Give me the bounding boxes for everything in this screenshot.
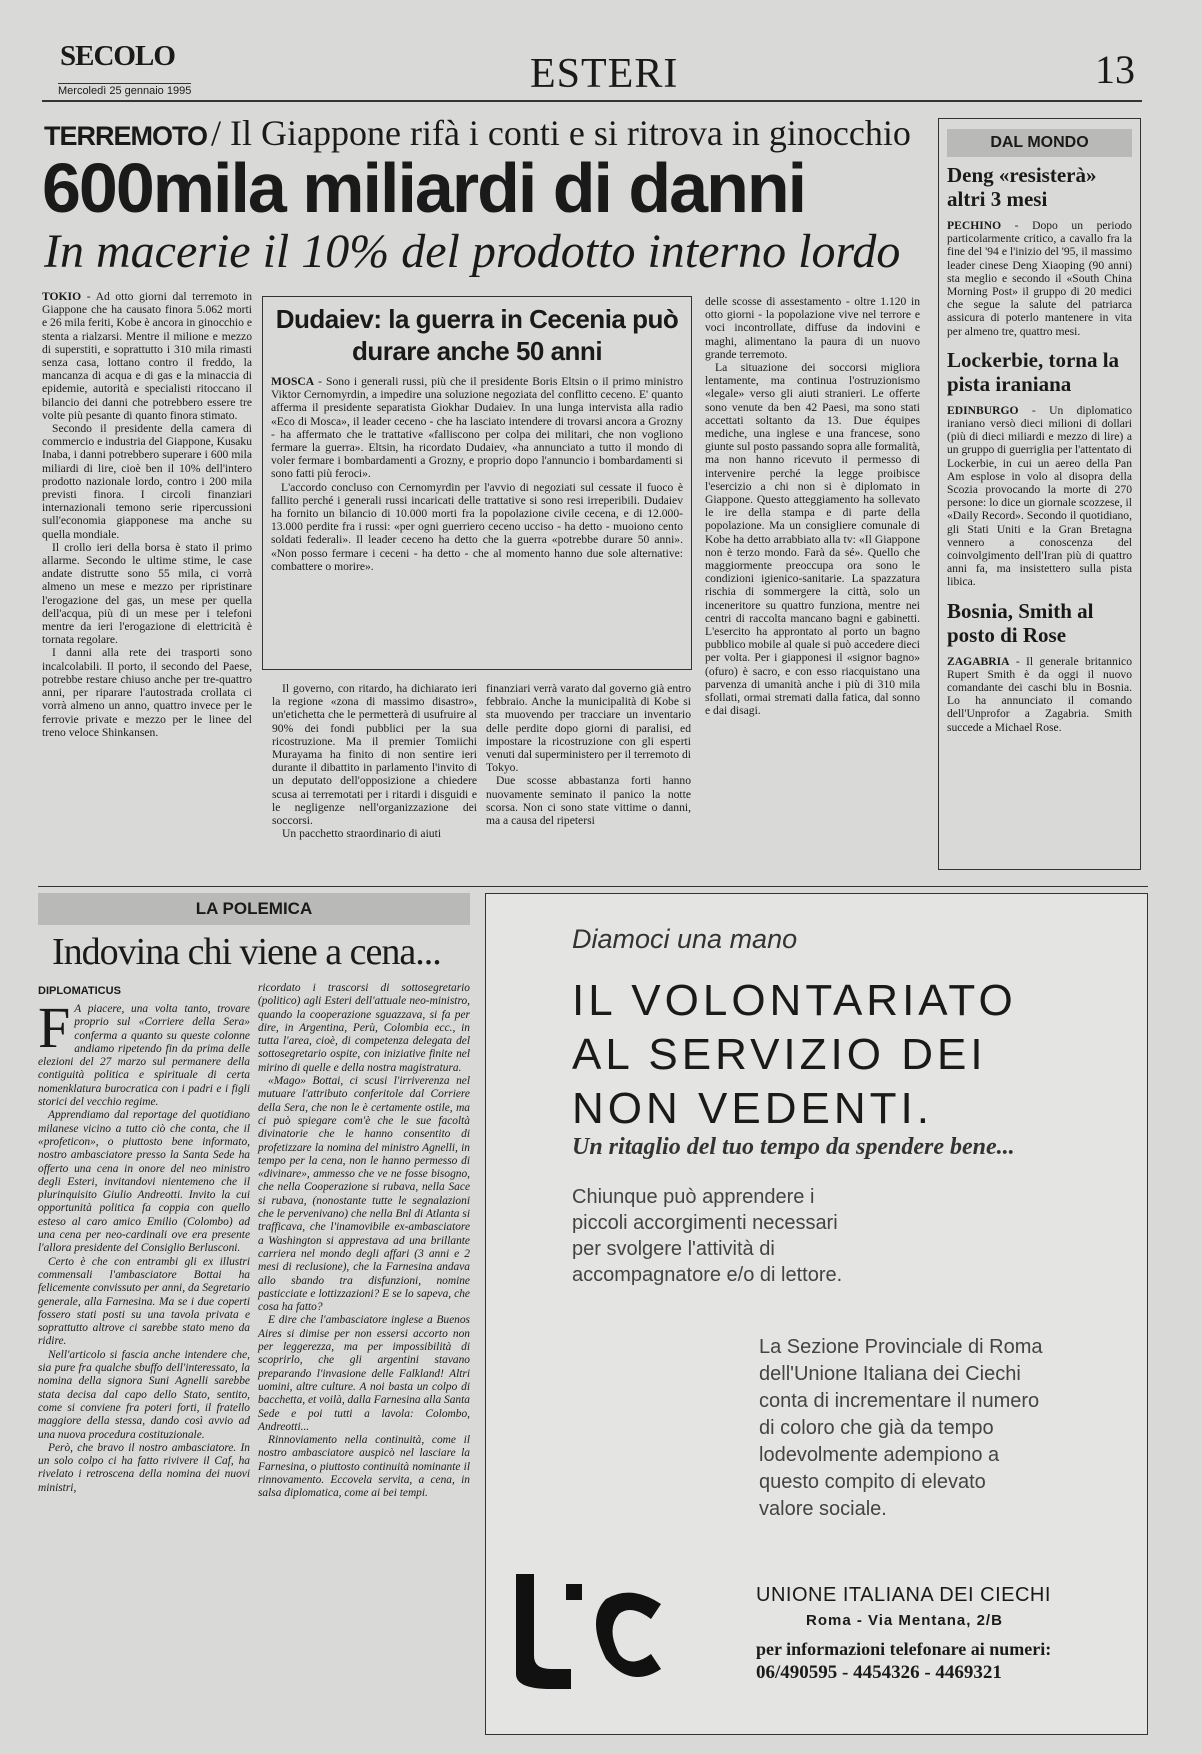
dateline: ZAGABRIA [947,654,1010,668]
paragraph: ricordato i trascorsi di sottosegretario (politico) agli Esteri dell'attuale neo-ministro, quando la cooperazione sguazzava, si fa per dire, in Argentina, Perù, Colombia ecc., in tutta l'area, cioè, di competenza delegata del sottosegretario ospite, con iniziative finite nel mirino di quelle e della nostra magistratura. [258,982,470,1074]
ad-body-line: dell'Unione Italiana dei Ciechi [759,1363,1021,1385]
main-headline: 600mila miliardi di danni [42,149,806,227]
polemica-byline: DIPLOMATICUS [38,985,121,997]
paragraph: Due scosse abbastanza forti hanno nuovamente seminato il panico la notte scorsa. Non ci sono state vittime o danni, ma a causa del ripetersi [486,774,691,828]
dropcap: F [38,995,71,1060]
polemica-column-2 [258,982,470,1501]
ad-body-line: La Sezione Provinciale di Roma [759,1336,1043,1358]
dateline: TOKIO [42,290,82,303]
ad-body-line: accompagnatore e/o di lettore. [572,1264,843,1286]
dateline: PECHINO [947,219,1002,232]
ad-phone-label: per informazioni telefonare ai numeri: [756,1639,1052,1659]
paragraph: La situazione dei soccorsi migliora lentamente, ma continua l'ostruzionismo «legale» verso gli aiuti stranieri. Le offerte sono venute da ben 42 Paesi, ma sono stati accettati soltanto da 13. Due équipes mediche, una inglese e una francese, sono giunte sul posto passando sopra alle formalità, ma non hanno ricevuto il permesso di intervenire perché la legge proibisce l'esercizio a chi non si è diplomato in Giappone. Questo atteggiamento ha sollevato le ire della stampa e di parte della popolazione. Ma un consigliere comunale di Kobe ha detto arrabbiato alla tv: «Il Giappone non è terzo mondo. Farà da sé». Quello che maggiormente preoccupa ora sono le condizioni igienico-sanitarie. La spazzatura rischia di sommergere la città, solo un inceneritore su quattro funziona, mentre nei centri di raccolta mancano bagni e gabinetti. L'esercito ha approntato al porto un bagno pubblico mobile al quale si può accedere dieci per volta. Per i giapponesi il «signor bagno» (ofuro) è sacro, e con esso riacquistano una parvenza di umanità anche i più di 310 mila sfollati, ormai stremati dalla fatica, dal sonno e dai disagi. [705,361,920,718]
paragraph: delle scosse di assestamento - oltre 1.120 in otto giorni - la popolazione vive nel terrore e voci incontrollate, diffuse da indovini e maghi, alimentano la paura di un nuovo grande terremoto. [705,295,920,361]
ad-headline-line: IL VOLONTARIATO [572,976,1017,1025]
lead-column-1 [42,290,252,739]
lead-column-4 [705,295,920,718]
ad-body-line: questo compito di elevato [759,1471,986,1493]
paragraph: Nell'articolo si fascia anche intendere che, sia pure fra qualche sbuffo dell'interessato, la nomina della signora Suni Agnelli sarebbe stata decisa dal capo dello Stato, sentito, come si conviene fra poteri forti, il fratello maggiore della stessa, dando così avvio ad una nuova procedura costituzionale. [38,1348,250,1441]
paragraph: - Ad otto giorni dal terremoto in Giappone che ha causato finora 5.062 morti e 26 mila feriti, Kobe è ancora in ginocchio e stenta a rialzarsi. Mentre il milione e mezzo di superstiti, e soprattutto i 310 mila rimasti senza casa, lottano contro il freddo, la mancanza di acqua e di gas e la minaccia di epidemie, autorità e specialisti ritoccano il bilancio dei danni che potrebbero essere tre volte più pesante di quanto finora stimato. [42,290,252,422]
kicker-title: / Il Giappone rifà i conti e si ritrova in ginocchio [211,113,911,153]
paragraph: - Sono i generali russi, più che il presidente Boris Eltsin o il primo ministro Viktor Cernomyrdin, a impedire una soluzione negoziata del conflitto ceceno. E' quanto afferma il presidente separatista Giokhar Dudaiev. In una lunga intervista alla radio «Eco di Mosca», il leader ceceno - che ha lasciato intendere di trovarsi ancora a Grozny - ha affermato che le trattative «falliscono per colpa dei militari, che non vogliono fermare la guerra». Eltsin, ha ricordato Dudaiev, «ha annunciato a tutto il mondo di voler fermare i bombardamenti a Grozny, e proprio dopo l'annuncio i bombardamenti si sono fatti più feroci». [271,375,683,481]
paragraph: Un pacchetto straordinario di aiuti [282,827,442,841]
paragraph: L'accordo concluso con Cernomyrdin per l'avvio di negoziati sul cessate il fuoco è fallito perché i generali russi incaricati delle trattative si sono resi irreperibili. Dudaiev ha fornito un bilancio di 10.000 morti fra la popolazione civile cecena, e di 12.000-13.000 perdite fra i russi: «per ogni guerriero ceceno ucciso - ha detto - muoiono cento soldati federali». Il leader ceceno ha detto che la guerra «potrebbe durare 50 anni». «Non posso fermare i ceceni - ha detto - che al momento hanno due sole alternative: combattere o morire». [271,480,683,573]
paragraph: A piacere, una volta tanto, trovare proprio sul «Corriere della Sera» conferma a quanto su queste colonne andiamo ripetendo fin da prima delle elezioni del 27 marzo sul permanere della contiguità politica e spirituale di certa nomenklatura burocratica con i padri e i figli storici del vecchio regime. [38,1003,250,1109]
paragraph: Il crollo ieri della borsa è stato il primo allarme. Secondo le ultime stime, le case andate distrutte sono 55 mila, ci vorrà almeno un mese e mezzo per ripristinare l'erogazione del gas, un mese per quella dell'acqua, più di un mese per i telefoni mentre da ieri l'erogazione di elettricità è tornata regolare. [42,540,252,647]
polemica-title: Indovina chi viene a cena... [52,931,441,973]
paragraph: Il governo, con ritardo, ha dichiarato ieri la regione «zona di massimo disastro», un'etichetta che le permetterà di usufruire al 90% dei fondi pubblici per la sua ricostruzione. Ma il premier Tomiichi Murayama ha finito di non sentire ieri durante il dibattito in parlamento l'invito di un deputato dell'opposizione a chiedere scusa ai terremotati per i ritardi i disguidi e le negligenze nell'organizzazione dei soccorsi. [272,682,477,828]
dateline: MOSCA [271,375,315,388]
sidebar-item [947,163,1132,338]
sidebar-item-text: - Un diplomatico iraniano versò dieci milioni di dollari (più di dieci miliardi e mezzo di lire) a un gruppo di guerriglia per l'attentato di Lockerbie, in cui un aereo della Pan Am esplose in volo al disopra della Scozia provocando la morte di 270 persone: lo dice un giornale scozzese, il «Daily Record». Secondo il quotidiano, gli Stati Uniti e la Gran Bretagna vennero a conoscenza del coinvolgimento dell'Iran più di quattro anni fa, ma insistettero sulla pista libica. [947,403,1132,589]
ad-headline-line: NON VEDENTI. [572,1084,933,1133]
paragraph: «Mago» Bottai, ci scusi l'irriverenza nel mutuare l'attributo conferitole dal Corriere della Sera, che non le è certamente ostile, ma ci può spiegare com'è che le sue facoltà divinatorie che le hanno consentito di profetizzare la nomina del ministro Agnelli, in tempo per la cena, non le hanno permesso di «divinare», ammesso che ve ne fosse bisogno, che nella Cooperazione si rubava, nella Sace si rubava, (nonostante tutte le segnalazioni che le pervenivano) che nella Bnl di Atlanta si trafficava, che l'inamovibile ex-ambasciatore a Washington si apprestava ad una brillante carriera nel mondo degli affari (3 anni e 2 mesi di reclusione), che la Farnesina andava allo sbando tra disfunzioni, nomine pasticciate e lottizzazioni? E se lo sapeva, che cosa ha fatto? [258,1075,470,1314]
ad-phones: 06/490595 - 4454326 - 4469321 [756,1662,1002,1683]
ad-body-line: valore sociale. [759,1498,887,1520]
subheadline: In macerie il 10% del prodotto interno lordo [44,225,901,278]
paragraph: Però, che bravo il nostro ambasciatore. In un solo colpo ci ha fatto rivivere il Caf, ha rivelato i retroscena della nomina dei nuovi ministri, [38,1441,250,1494]
dudaiev-box [262,296,692,670]
sidebar-item [947,348,1132,589]
polemica-label: LA POLEMICA [38,893,470,925]
ad-org-name: UNIONE ITALIANA DEI CIECHI [756,1584,1051,1606]
ad-headline [572,974,1017,1136]
dateline: EDINBURGO [947,403,1019,417]
paragraph: Certo è che con entrambi gli ex illustri commensali l'ambasciatore Bottai ha felicemente convissuto per anni, da Segretario generale, alla Farnesina. Ma se i due coperti fossero stati posti su una tavola privata e soprattutto altrove ci sarebbe stato meno da ridire. [38,1255,250,1348]
ad-subline: Un ritaglio del tuo tempo da spendere bene... [572,1134,1015,1160]
polemica-column-1 [38,995,250,1495]
sidebar-item-title: Bosnia, Smith al posto di Rose [947,598,1094,647]
paragraph: Rinnoviamento nella continuità, come il nostro ambasciatore auspicò nel lasciare la Farnesina, o piuttosto continuità nominante il rinnovamento. Eccovela servita, a cena, in salsa diplomatica, come ai bei tempi. [258,1434,470,1500]
ad-body-line: di coloro che già da tempo [759,1417,994,1439]
section-title: ESTERI [530,51,679,97]
page-number: 13 [1095,47,1135,92]
sidebar-item-title: Lockerbie, torna la pista iraniana [947,347,1120,396]
ad-body-line: Chiunque può apprendere i [572,1186,815,1208]
ad-body-2 [759,1334,1043,1523]
lead-column-3 [486,682,691,827]
sidebar-item-title: Deng «resisterà» altri 3 mesi [947,163,1097,211]
paragraph: Apprendiamo dal reportage del quotidiano milanese vicino a tutto ciò che conta, che il «profeticon», o piuttosto bene informato, nostro ambasciatore presso la Santa Sede ha offerto una cena in onore del neo ministro degli Esteri, invitandovi nientemeno che il plurinquisito Giulio Andreotti. Invito la cui opportunità politica fa coppia con quello esteso al caro amico Emilio (Colombo) ad una cena per neo-cardinali ove era presente l'allora presidente del Consiglio Berlusconi. [38,1109,250,1255]
uic-logo [511,1564,671,1694]
ad-address: Roma - Via Mentana, 2/B [806,1612,1003,1629]
box-title: Dudaiev: la guerra in Cecenia può durare anche 50 anni [275,304,679,366]
lead-column-2 [272,682,477,840]
ad-body-line: lodevolmente adempiono a [759,1444,1000,1466]
advertisement [485,893,1148,1735]
masthead-date: Mercoledì 25 gennaio 1995 [58,85,192,97]
ad-headline-line: AL SERVIZIO DEI [572,1030,987,1079]
paragraph: I danni alla rete dei trasporti sono incalcolabili. Il porto, il secondo del Paese, potrebbe restare chiuso anche per tre-quattro anni, per riparare l'autostrada crollata ci vorrà almeno un anno, quattro invece per le ferrovie private e mezzo per le linee del treno veloce Shinkansen. [42,646,252,739]
ad-body-line: conta di incrementare il numero [759,1390,1040,1412]
ad-body-line: piccoli accorgimenti necessari [572,1212,838,1234]
ad-body-line: per svolgere l'attività di [572,1238,775,1260]
kicker-label: TERREMOTO [44,121,208,151]
sidebar-item-text: - Dopo un periodo particolarmente critico, a cavallo fra la fine del '94 e l'inizio del '95, il massimo leader cinese Deng Xiaoping (90 anni) sta meglio e secondo il «South China Morning Post» il gruppo di 20 medici che segue la salute del patriarca assicura di poterlo mantenere in vita per almeno tre, quattro mesi. [947,219,1132,338]
header-rule [42,100,1142,102]
paragraph: E dire che l'ambasciatore inglese a Buenos Aires si dimise per non essersi accorto non per leggerezza, ma per impossibilità di scoprirlo, che gli argentini stavano preparando l'invasione delle Falkland! Altri uomini, altre culture. A noi basta un colpo di bacchetta, et voilà, dalla Farnesina alla Santa Sede e poi tutti a lavola: Colombo, Andreotti... [258,1314,470,1433]
ad-body [572,1184,842,1288]
sidebar-item-text: - Il generale britannico Rupert Smith è da oggi il nuovo comandante dei caschi blu in Bosnia. Lo ha annunciato il comando dell'Unprofor a Zagabria. Smith succede a Michael Rose. [947,654,1132,734]
paragraph: finanziari verrà varato dal governo già entro febbraio. Anche la municipalità di Kobe si sta muovendo per tracciare un inventario delle perdite dopo giorni di paralisi, ed impostare la ricostruzione con gli esperti venuti dal superministero per il terremoto di Tokyo. [486,682,691,775]
sidebar-dal-mondo [938,118,1141,870]
paragraph: Secondo il presidente della camera di commercio e industria del Giappone, Kusaku Inaba, i danni potrebbero superare i 600 mila miliardi di lire, cioè ben il 10% dell'intero prodotto nazionale lordo, contro i 200 mila previsti finora. I circoli finanziari internazionali temono serie ripercussioni sull'economia giapponese ma anche su quella mondiale. [42,422,252,541]
masthead-logo: SECOLO [60,40,175,72]
ad-tagline: Diamoci una mano [572,924,798,954]
section-divider [38,886,1148,887]
sidebar-item [947,599,1132,734]
sidebar-header: DAL MONDO [947,129,1132,157]
